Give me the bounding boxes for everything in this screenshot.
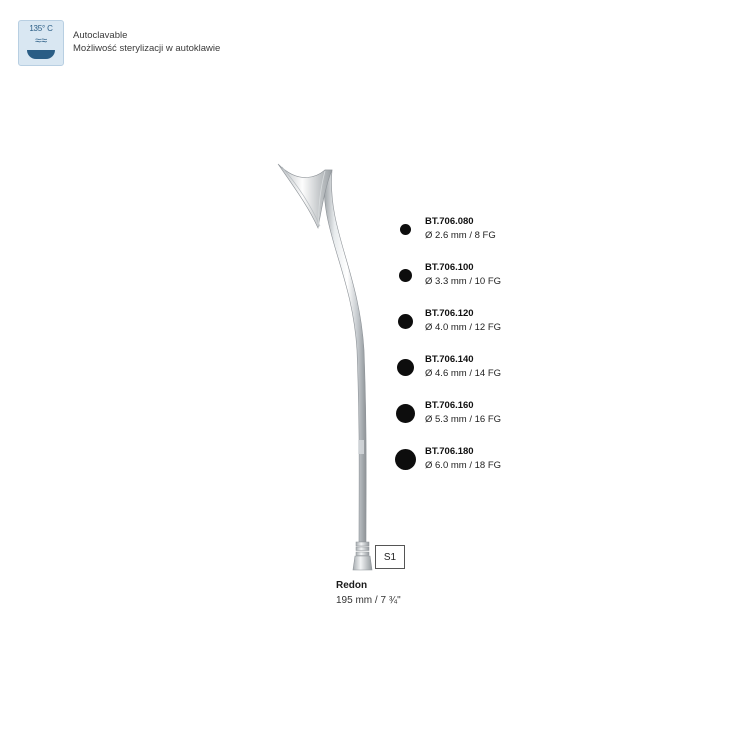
product-name: Redon [336, 580, 368, 591]
list-item [385, 390, 635, 436]
variant-spec: Ø 2.6 mm / 8 FG [425, 230, 496, 241]
diameter-dot-cell [385, 404, 425, 423]
variant-code: BT.706.180 [425, 446, 474, 457]
size-marker-s1: S1 [375, 545, 405, 569]
autoclave-text-block [73, 20, 220, 55]
variant-spec: Ø 5.3 mm / 16 FG [425, 414, 502, 425]
list-item [385, 344, 635, 390]
variant-spec: Ø 4.0 mm / 12 FG [425, 322, 502, 333]
list-item [385, 298, 635, 344]
diameter-dot-icon [399, 269, 412, 282]
autoclave-badge [18, 20, 220, 66]
list-item [385, 252, 635, 298]
variant-code: BT.706.160 [425, 400, 474, 411]
variant-spec: Ø 4.6 mm / 14 FG [425, 368, 502, 379]
diameter-dot-cell [385, 224, 425, 235]
autoclave-dish-shape [27, 50, 55, 59]
product-caption [336, 578, 401, 608]
diameter-dot-icon [397, 359, 414, 376]
list-item [385, 206, 635, 252]
diameter-dot-cell [385, 269, 425, 282]
variant-code: BT.706.100 [425, 262, 474, 273]
diameter-dot-icon [396, 404, 415, 423]
product-length: 195 mm / 7 ¾" [336, 595, 401, 606]
variant-code: BT.706.140 [425, 354, 474, 365]
diameter-dot-icon [398, 314, 413, 329]
diameter-dot-cell [385, 359, 425, 376]
autoclave-label-en: Autoclavable [73, 30, 128, 41]
variant-spec: Ø 3.3 mm / 10 FG [425, 276, 502, 287]
steam-waves-icon: ≈≈ [34, 35, 48, 47]
variant-code: BT.706.080 [425, 216, 474, 227]
autoclave-label-pl: Możliwość sterylizacji w autoklawie [73, 43, 221, 54]
list-item [385, 436, 635, 482]
diameter-dot-cell [385, 314, 425, 329]
diameter-dot-icon [400, 224, 411, 235]
variant-spec: Ø 6.0 mm / 18 FG [425, 460, 502, 471]
diameter-dot-cell [385, 449, 425, 470]
autoclave-steam-icon [18, 20, 64, 66]
diameter-dot-icon [395, 449, 416, 470]
autoclave-temperature: 135° C [29, 24, 53, 33]
variant-list [385, 206, 635, 482]
variant-code: BT.706.120 [425, 308, 474, 319]
